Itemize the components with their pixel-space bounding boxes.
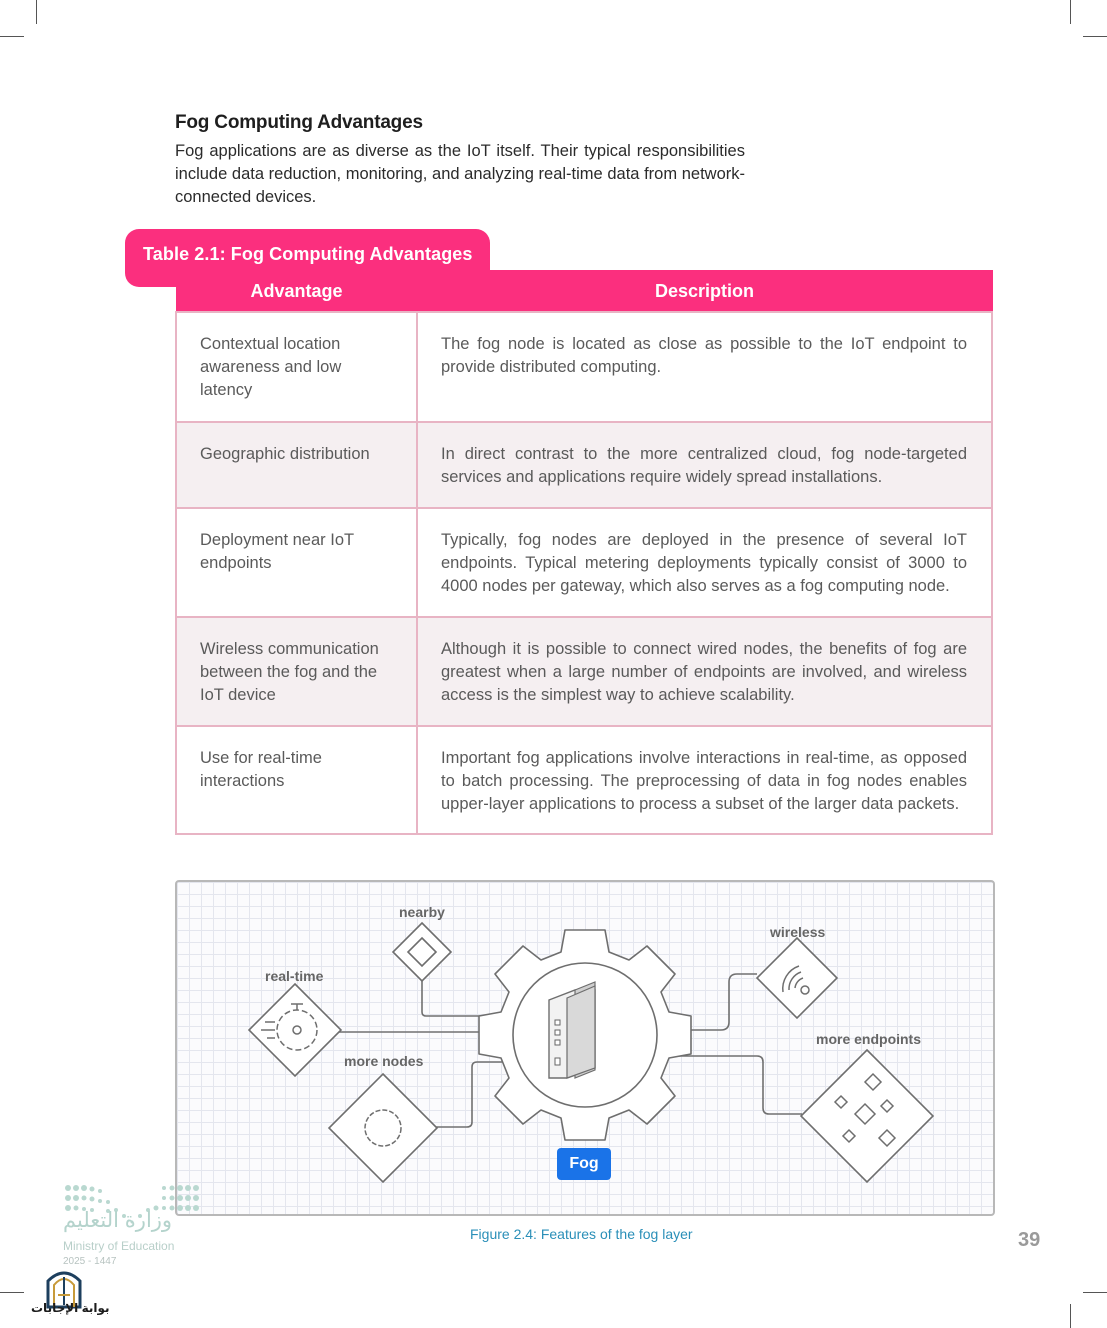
label-more-endpoints: more endpoints [816, 1031, 922, 1047]
label-more-nodes: more nodes [344, 1053, 424, 1069]
crop-mark [1070, 0, 1071, 24]
header-advantage: Advantage [176, 271, 417, 313]
ministry-arabic: وزارة التعليم [63, 1209, 173, 1232]
realtime-icon [249, 984, 341, 1076]
table-header-row [176, 271, 992, 313]
watermark-text: بوابة الإجابات [31, 1301, 110, 1315]
advantage-cell: Deployment near IoT endpoints [176, 508, 417, 617]
crop-mark [0, 36, 24, 37]
description-cell: The fog node is located as close as possible to the IoT endpoint to provide distributed computing. [417, 312, 992, 422]
header-description: Description [417, 271, 992, 313]
fog-layer-figure [175, 880, 995, 1216]
description-cell: Typically, fog nodes are deployed in the presence of several IoT endpoints. Typical metering deployments typically consist of 3000 to 4000 nodes per gateway, which also serves as a fog computing node. [417, 508, 992, 617]
section-heading: Fog Computing Advantages [175, 112, 423, 133]
advantage-cell: Wireless communication between the fog and the IoT device [176, 617, 417, 726]
crop-mark [1083, 1292, 1107, 1293]
table-row [176, 726, 992, 834]
more-nodes-icon [329, 1074, 437, 1182]
advantages-table [175, 270, 993, 835]
intro-paragraph: Fog applications are as diverse as the IoT itself. Their typical responsibilities include data reduction, monitoring, and analyzing real-time data from network-connected devices. [175, 142, 745, 206]
crop-mark [0, 1292, 24, 1293]
crop-mark [1070, 1304, 1071, 1328]
label-wireless: wireless [770, 924, 826, 940]
crop-mark [36, 0, 37, 24]
description-cell: Although it is possible to connect wired nodes, the benefits of fog are greatest when a large number of endpoints are involved, and wireless access is the simplest way to achieve scalability. [417, 617, 992, 726]
table-title: Table 2.1: Fog Computing Advantages [143, 244, 473, 264]
table-row [176, 617, 992, 726]
ministry-year: 2025 - 1447 [63, 1256, 117, 1267]
description-cell: Important fog applications involve interactions in real-time, as opposed to batch processing. The preprocessing of data in fog nodes enables upper-layer applications to process a subset of the larger data packets. [417, 726, 992, 834]
fog-label: Fog [557, 1148, 611, 1180]
more-endpoints-icon [801, 1050, 933, 1182]
fog-gear-icon [479, 930, 691, 1140]
ministry-english: Ministry of Education [63, 1239, 175, 1253]
label-nearby: nearby [399, 904, 445, 920]
page-number: 39 [1018, 1229, 1041, 1251]
advantage-cell: Geographic distribution [176, 422, 417, 508]
connector-nearby [422, 975, 499, 1016]
connector-wireless [689, 974, 757, 1030]
crop-mark [1083, 36, 1107, 37]
figure-caption: Figure 2.4: Features of the fog layer [470, 1226, 693, 1242]
label-realtime: real-time [265, 968, 324, 984]
advantage-cell: Contextual location awareness and low latency [176, 312, 417, 422]
advantage-cell: Use for real-time interactions [176, 726, 417, 834]
nearby-icon [393, 923, 451, 981]
connector-more-endpoints [677, 1056, 802, 1114]
description-cell: In direct contrast to the more centralized cloud, fog node-targeted services and applications require widely spread installations. [417, 422, 992, 508]
table-row [176, 508, 992, 617]
table-row [176, 312, 992, 422]
table-row [176, 422, 992, 508]
wireless-icon [757, 938, 837, 1018]
